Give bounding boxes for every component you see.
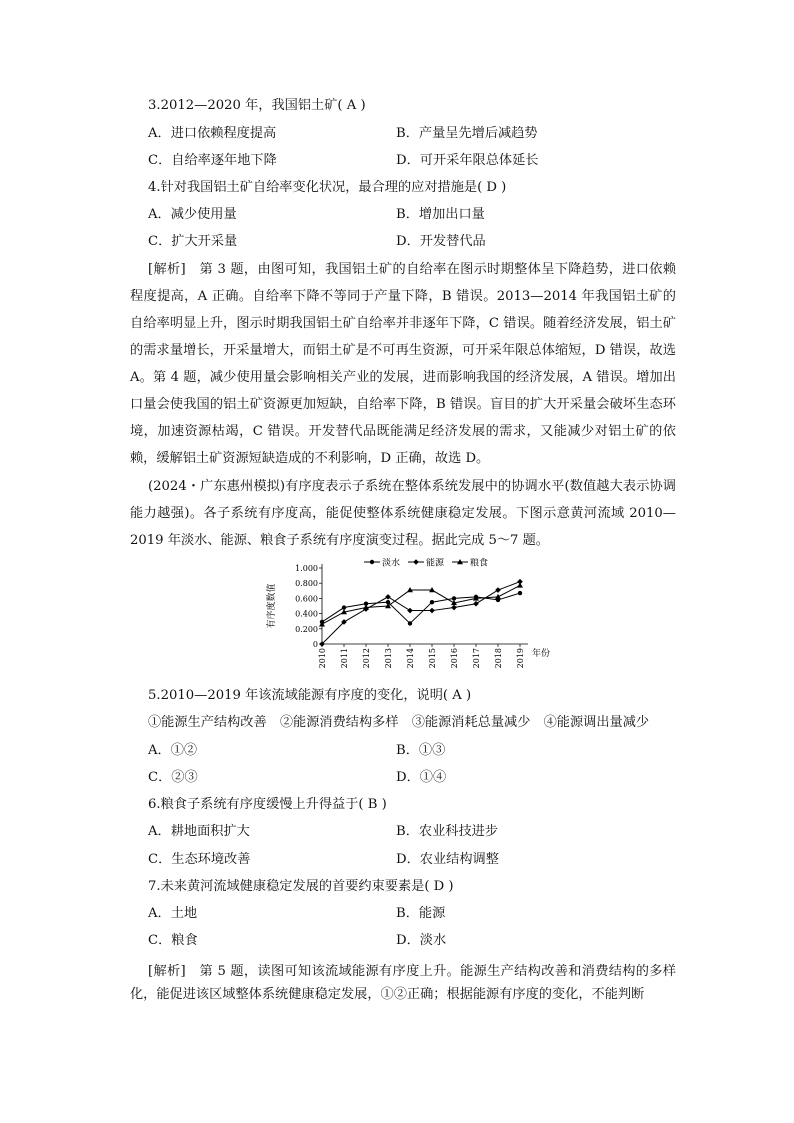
chart-legend	[364, 558, 488, 569]
question-4-stem: 4.针对我国铝土矿自给率变化状况，最合理的应对措施是( D )	[148, 180, 507, 195]
question-5-items: ①能源生产结构改善 ②能源消费结构多样 ③能源消耗总量减少 ④能源调出量减少	[148, 715, 650, 730]
x-tick-label: 2016	[450, 648, 459, 669]
order-degree-line-chart	[262, 558, 562, 670]
legend-item-能源	[408, 558, 445, 569]
chart-axes	[265, 564, 550, 668]
y-tick-label: 0.200	[295, 624, 318, 634]
question-5-option-b: B．①③	[396, 743, 446, 758]
x-tick-label: 2013	[384, 648, 393, 669]
question-3-stem: 3.2012—2020 年，我国铝土矿( A )	[148, 98, 366, 113]
question-4-option-d: D．开发替代品	[396, 234, 486, 249]
question-4-option-b: B．增加出口量	[396, 207, 485, 222]
x-tick-label: 2012	[362, 648, 371, 669]
data-point-粮食-2018	[495, 594, 501, 599]
question-3-option-a: A．进口依赖程度提高	[148, 126, 277, 141]
data-point-能源-2013	[385, 594, 391, 600]
question-6-option-b: B．农业科技进步	[396, 824, 499, 839]
question-4-option-a: A．减少使用量	[148, 207, 237, 222]
legend-label: 能源	[426, 558, 445, 569]
data-point-淡水-2015	[430, 600, 434, 604]
data-point-淡水-2019	[518, 591, 522, 595]
question-7-option-a: A．土地	[148, 906, 198, 921]
y-tick-label: 0.800	[295, 579, 318, 589]
x-tick-label: 2010	[318, 648, 327, 669]
question-3-option-c: C．自给率逐年地下降	[148, 153, 277, 168]
x-axis-label: 年份	[532, 649, 551, 659]
question-6-stem: 6.粮食子系统有序度缓慢上升得益于( B )	[148, 797, 387, 812]
question-3-option-b: B．产量呈先增后减趋势	[396, 126, 538, 141]
series-粮食	[319, 582, 523, 626]
data-point-淡水-2016	[452, 596, 456, 600]
x-tick-label: 2017	[472, 648, 481, 669]
legend-marker	[413, 559, 419, 565]
question-3-option-d: D．可开采年限总体延长	[396, 153, 539, 168]
question-7-stem: 7.未来黄河流域健康稳定发展的首要约束要素是( D )	[148, 879, 454, 894]
x-tick-label: 2011	[340, 648, 349, 669]
data-point-能源-2018	[495, 587, 501, 593]
chart-series-group	[319, 579, 523, 647]
legend-marker	[370, 560, 374, 564]
series-line-粮食	[322, 585, 520, 624]
data-point-能源-2017	[473, 601, 479, 607]
y-tick-label: 0.600	[295, 594, 318, 604]
legend-label: 粮食	[470, 558, 489, 569]
legend-item-淡水	[364, 558, 400, 569]
x-tick-label: 2019	[516, 648, 525, 669]
x-tick-label: 2015	[428, 648, 437, 669]
question-6-option-c: C．生态环境改善	[148, 852, 251, 867]
analysis-5-7: [解析] 第 5 题，读图可知该流域能源有序度上升。能源生产结构改善和消费结构的多样化，能促进该区域整体系统健康稳定发展，①②正确；根据能源有序度的变化，不能判断	[130, 964, 676, 1002]
data-point-能源-2016	[451, 605, 457, 611]
question-6-option-a: A．耕地面积扩大	[148, 824, 250, 839]
passage-intro: (2024・广东惠州模拟)有序度表示子系统在整体系统发展中的协调水平(数值越大表示协调能力越强)。各子系统有序度高，能促使整体系统健康稳定发展。下图示意黄河流域 2010—2019 年淡水、能源、粮食子系统有序度演变过程。据此完成 5～7 题。	[130, 479, 676, 548]
data-point-淡水-2014	[408, 621, 412, 625]
data-point-能源-2015	[429, 608, 435, 614]
series-淡水	[320, 591, 522, 626]
y-tick-label: 0	[312, 640, 318, 649]
data-point-淡水-2011	[342, 605, 346, 609]
legend-item-粮食	[452, 558, 488, 569]
y-axis-label: 有序度数值	[267, 583, 277, 629]
legend-label: 淡水	[382, 558, 401, 569]
question-5-stem: 5.2010—2019 年该流域能源有序度的变化，说明( A )	[148, 688, 472, 703]
x-tick-label: 2014	[406, 648, 415, 669]
data-point-粮食-2019	[517, 582, 523, 587]
analysis-3-4: [解析] 第 3 题，由图可知，我国铝土矿的自给率在图示时期整体呈下降趋势，进口依赖程度提高，A 正确。自给率下降不等同于产量下降，B 错误。2013—2014 年我国铝土矿的自给率明显上升，图示时期我国铝土矿自给率并非逐年下降，C 错误。随着经济发展，铝土矿的需求量增长，开采量增大，而铝土矿是不可再生资源，可开采年限总体缩短，D 错误，故选 A。第 4 题，减少使用量会影响相关产业的发展，进而影响我国的经济发展，A 错误。增加出口量会使我国的铝土矿资源更加短缺，自给率下降，B 错误。盲目的扩大开采量会破坏生态环境，加速资源枯竭，C 错误。开发替代品既能满足经济发展的需求，又能减少对铝土矿的依赖，缓解铝土矿资源短缺造成的不利影响，D 正确，故选 D。	[130, 262, 676, 466]
question-7-option-b: B．能源	[396, 906, 446, 921]
question-6-option-d: D．农业结构调整	[396, 852, 499, 867]
question-5-option-a: A．①②	[148, 743, 198, 758]
question-4-option-c: C．扩大开采量	[148, 234, 238, 249]
question-7-option-c: C．粮食	[148, 933, 198, 948]
question-7-option-d: D．淡水	[396, 933, 447, 948]
x-tick-label: 2018	[494, 648, 503, 669]
y-tick-label: 0.400	[295, 609, 318, 619]
data-point-能源-2014	[407, 608, 413, 614]
y-tick-label: 1.000	[295, 564, 318, 573]
question-5-option-d: D．①④	[396, 770, 447, 785]
question-5-option-c: C．②③	[148, 770, 198, 785]
